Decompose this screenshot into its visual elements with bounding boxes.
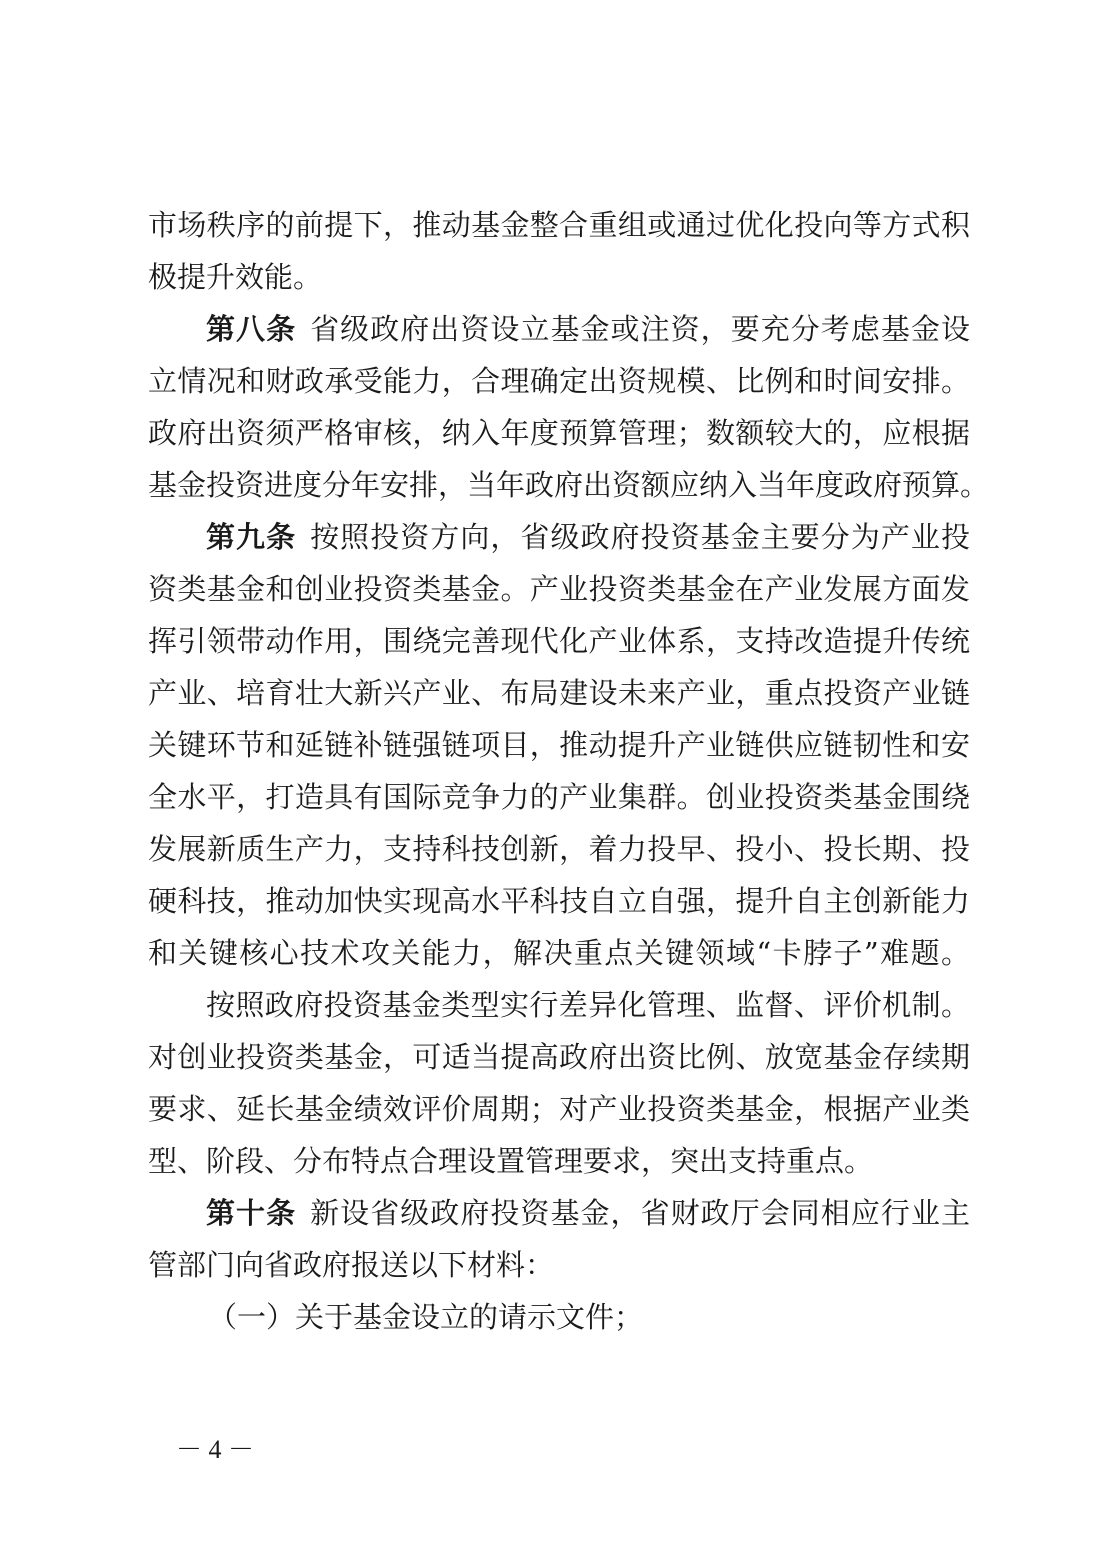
text-line: 发展新质生产力，支持科技创新，着力投早、投小、投长期、投 [148,832,970,866]
article-10-first-line [206,1193,970,1233]
text-line: 型、阶段、分布特点合理设置管理要求，突出支持重点。 [148,1144,874,1178]
text-line: 政府出资须严格审核，纳入年度预算管理；数额较大的，应根据 [148,416,970,450]
text-run: 按照投资方向，省级政府投资基金主要分为产业投 [310,520,970,554]
article-heading: 第十条 [206,1196,297,1230]
text-line: 资类基金和创业投资类基金。产业投资类基金在产业发展方面发 [148,572,970,606]
text-run: 新设省级政府投资基金，省财政厅会同相应行业主 [310,1196,970,1230]
text-line: 要求、延长基金绩效评价周期；对产业投资类基金，根据产业类 [148,1092,970,1126]
text-line: 产业、培育壮大新兴产业、布局建设未来产业，重点投资产业链 [148,676,970,710]
text-line: 极提升效能。 [148,260,323,294]
text-line: 和关键核心技术攻关能力，解决重点关键领域“卡脖子”难题。 [148,936,970,970]
page-number: － 4 － [176,1435,255,1464]
text-line: 挥引领带动作用，围绕完善现代化产业体系，支持改造提升传统 [148,624,970,658]
text-line: 关键环节和延链补链强链项目，推动提升产业链供应链韧性和安 [148,728,970,762]
list-item: （一）关于基金设立的请示文件； [208,1300,644,1334]
article-8-first-line [206,309,970,349]
text-line: 市场秩序的前提下，推动基金整合重组或通过优化投向等方式积 [148,208,970,242]
text-line: 管部门向省政府报送以下材料： [148,1248,555,1282]
article-heading: 第九条 [206,520,297,554]
text-run: 省级政府出资设立基金或注资，要充分考虑基金设 [310,312,970,346]
text-line: 立情况和财政承受能力，合理确定出资规模、比例和时间安排。 [148,364,970,398]
text-line: 全水平，打造具有国际竞争力的产业集群。创业投资类基金围绕 [148,780,970,814]
text-line: 基金投资进度分年安排，当年政府出资额应纳入当年度政府预算。 [148,468,990,502]
text-line: 硬科技，推动加快实现高水平科技自立自强，提升自主创新能力 [148,884,970,918]
article-heading: 第八条 [206,312,297,346]
article-9-first-line [206,517,970,557]
text-line: 按照政府投资基金类型实行差异化管理、监督、评价机制。 [206,988,970,1022]
text-line: 对创业投资类基金，可适当提高政府出资比例、放宽基金存续期 [148,1040,970,1074]
